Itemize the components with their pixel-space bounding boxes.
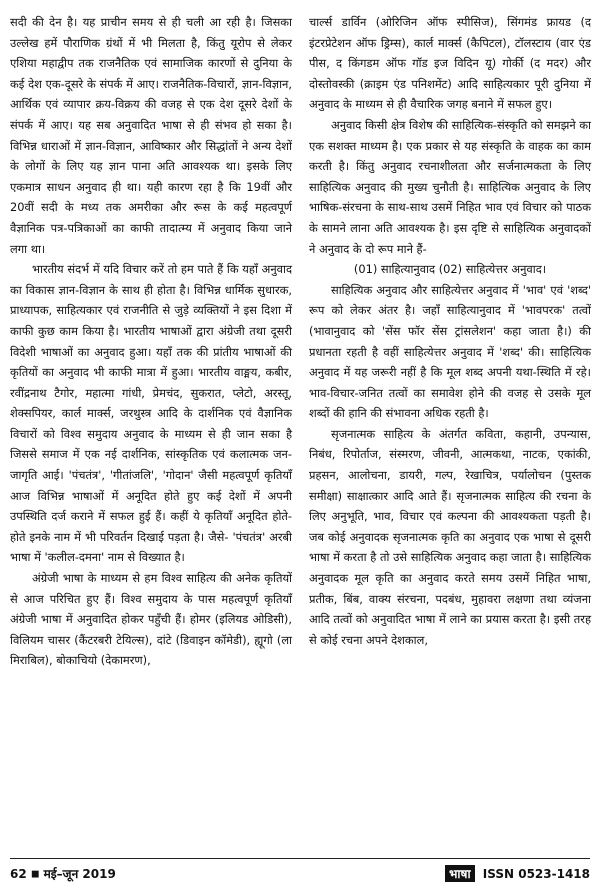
translation-types-line: (01) साहित्यानुवाद (02) साहित्येत्तर अनुवाद। bbox=[353, 262, 547, 277]
paragraph: सृजनात्मक साहित्य के अंतर्गत कविता, कहानी, उपन्यास, निबंध, रिपोर्ताज, संस्मरण, जीवनी, आत्मकथा, नाटक, एकांकी, प्रहसन, आलोचना, डायरी, गल्प, रेखाचित्र, पर्यालोचन (पुस्तक समीक्षा) साक्षात्कार आदि आते हैं। सृजनात्मक साहित्य की रचना के लिए अनुभूति, भाव, विचार एवं कल्पना की आवश्यकता पड़ती है। जब कोई अनुवादक सृजनात्मक कृति का अनुवाद एक भाषा से दूसरी भाषा में करता है तो उसे साहित्यिक अनुवाद कहा जाता है। साहित्यिक अनुवादक मूल कृति का अनुवाद करते समय उसमें निहित भाषा, प्रतीक, बिंब, वाक्य संरचना, पदबंध, मुहावरा लक्षणा तथा व्यंजना आदि तत्वों को अनुवादित भाषा में लाने का प्रयास करता है। इसी तरह से कोई रचना अपने देशकाल, bbox=[309, 426, 591, 647]
paragraph: सदी की देन है। यह प्राचीन समय से ही चली आ रही है। जिसका उल्लेख हमें पौराणिक ग्रंथों में भी मिलता है, किंतु यूरोप से लेकर एशिया महाद्वीप तक राजनैतिक एवं सामाजिक कारणों से दुनिया के कई देश एक-दूसरे के संपर्क में आए। राजनैतिक-विचारों, ज्ञान-विज्ञान, आर्थिक एवं व्यापार क्रय-विक्रय की वजह से एक देश दूसरे देशों के संपर्क में आए। यह सब अनुवादित भाषा से ही संभव हो सका है। विभिन्न धाराओं में ज्ञान-विज्ञान, आविष्कार और सिद्धांतों ने अन्य देशों के लोगों के लिए यह ज्ञान पाना अति आवश्यक था। इसके लिए एकमात्र साधन अनुवाद ही था। यही कारण रहा है कि 19वीं और 20वीं सदी के मध्य तक अमरीका और रूस के कई महत्वपूर्ण वैज्ञानिक पत्र-पत्रिकाओं का काफी तादात्म्य में अनुवाद किया जाने लगा था। bbox=[10, 15, 292, 256]
footer-left bbox=[10, 865, 116, 882]
square-bullet-icon: ■ bbox=[30, 869, 40, 880]
paragraph: अंग्रेजी भाषा के माध्यम से हम विश्व साहित्य की अनेक कृतियों से आज परिचित हुए हैं। विश्व समुदाय के पास महत्वपूर्ण कृतियाँ अंग्रेजी भाषा में अनुवादित होकर पहुँची हैं। होमर (इलियड ओडिसी), विलियम चासर (कैंटरबरी टेयिल्स), दांटे (डिवाइन कॉमेडी), ह्यूगो (ला मिराबिल), बोकाचियो (देकामरण), bbox=[10, 571, 292, 668]
left-column bbox=[10, 12, 292, 671]
page-footer bbox=[10, 858, 590, 885]
magazine-brand: भाषा bbox=[445, 865, 475, 882]
issue-date: मई–जून 2019 bbox=[43, 867, 116, 881]
footer-right bbox=[445, 865, 590, 882]
right-column bbox=[309, 12, 591, 650]
page-number: 62 bbox=[10, 867, 27, 881]
paragraph: साहित्यिक अनुवाद और साहित्येत्तर अनुवाद में 'भाव' एवं 'शब्द' रूप को लेकर अंतर है। जहाँ साहित्यानुवाद में 'भावपरक' तत्वों (भावानुवाद को 'सेंस फॉर सेंस ट्रांसलेशन' कहा जाता है।) की प्रधानता रहती है वहीं साहित्येत्तर अनुवाद में 'शब्द' की। साहित्यिक अनुवाद में यह जरूरी नहीं है कि मूल शब्द अपनी यथा-स्थिति में रहे। भाव-विचार-जनित तत्वों का समावेश होने की वजह से उसके मूल शब्दों की हानि की संभावना अधिक रहती है। bbox=[309, 282, 591, 421]
paragraph: भारतीय संदर्भ में यदि विचार करें तो हम पाते हैं कि यहाँ अनुवाद का विकास ज्ञान-विज्ञान के साथ ही होता है। विभिन्न धार्मिक सुधारक, प्राध्यापक, साहित्यकार एवं राजनीति से जुड़े व्यक्तियों ने इस दिशा में काफी कुछ काम किया है। भारतीय भाषाओं द्वारा अंग्रेजी तथा दूसरी विदेशी भाषाओं का अनुवाद हुआ। यहाँ तक की प्रांतीय भाषाओं की कृतियों का अनुवाद भी काफी मात्रा में हुआ। भारतीय वाङ्मय, कबीर, रवींद्रनाथ टैगोर, महात्मा गांधी, प्रेमचंद, सुकरात, प्लेटो, अरस्तू, शेक्सपियर, कार्ल मार्क्स, जरथुस्त्र आदि के दार्शनिक एवं वैज्ञानिक विचारों को विश्व समुदाय अनुवाद के माध्यम से ही जान सका है जिससे समाज में एक नई दार्शनिक, सांस्कृतिक एवं कलात्मक जन-जागृति आई। 'पंचतंत्र', 'गीतांजलि', 'गोदान' जैसी महत्वपूर्ण कृतियाँ आज विभिन्न भाषाओं में अनूदित होते हुए कई देशों में अपनी उपस्थिति दर्ज कराने में सफल हुई हैं। कहीं ये कृतियाँ अनूदित होते-होते इनके नाम में भी परिवर्तन दिखाई पड़ता है। जैसे- 'पंचतंत्र' अरबी भाषा में 'कलील-दमना' नाम से विख्यात है। bbox=[10, 262, 292, 565]
issn: ISSN 0523-1418 bbox=[482, 867, 590, 881]
paragraph: अनुवाद किसी क्षेत्र विशेष की साहित्यिक-संस्कृति को समझने का एक सशक्त माध्यम है। एक प्रकार से यह संस्कृति के वाहक का काम करती है। किंतु अनुवाद रचनाशीलता और सर्जनात्मकता के लिए साहित्यिक अनुवाद की मुख्य चुनौती है। साहित्यिक अनुवाद के लिए भाषिक-संरचना के साथ-साथ उसमें निहित भाव एवं विचार को पाठक के सामने लाना अति आवश्यक है। इस दृष्टि से साहित्यिक अनुवादकों ने अनुवाद के दो रूप माने हैं- bbox=[309, 117, 591, 256]
paragraph: चार्ल्स डार्विन (ओरिजिन ऑफ स्पीसिज), सिंगमंड फ्रायड (द इंटरप्रेटेशन ऑफ ड्रिम्स), कार्ल मार्क्स (कैपिटल), टॉलस्टाय (वार एंड पीस, द किंगडम ऑफ गॉड इज विदिन यू) गोर्की (द मदर) और दोस्तोवस्की (क्राइम एंड पनिशमेंट) आदि साहित्यकार पूरी दुनिया में अनुवाद के माध्यम से ही वैचारिक जगह बनाने में सफल हुए। bbox=[309, 15, 591, 112]
